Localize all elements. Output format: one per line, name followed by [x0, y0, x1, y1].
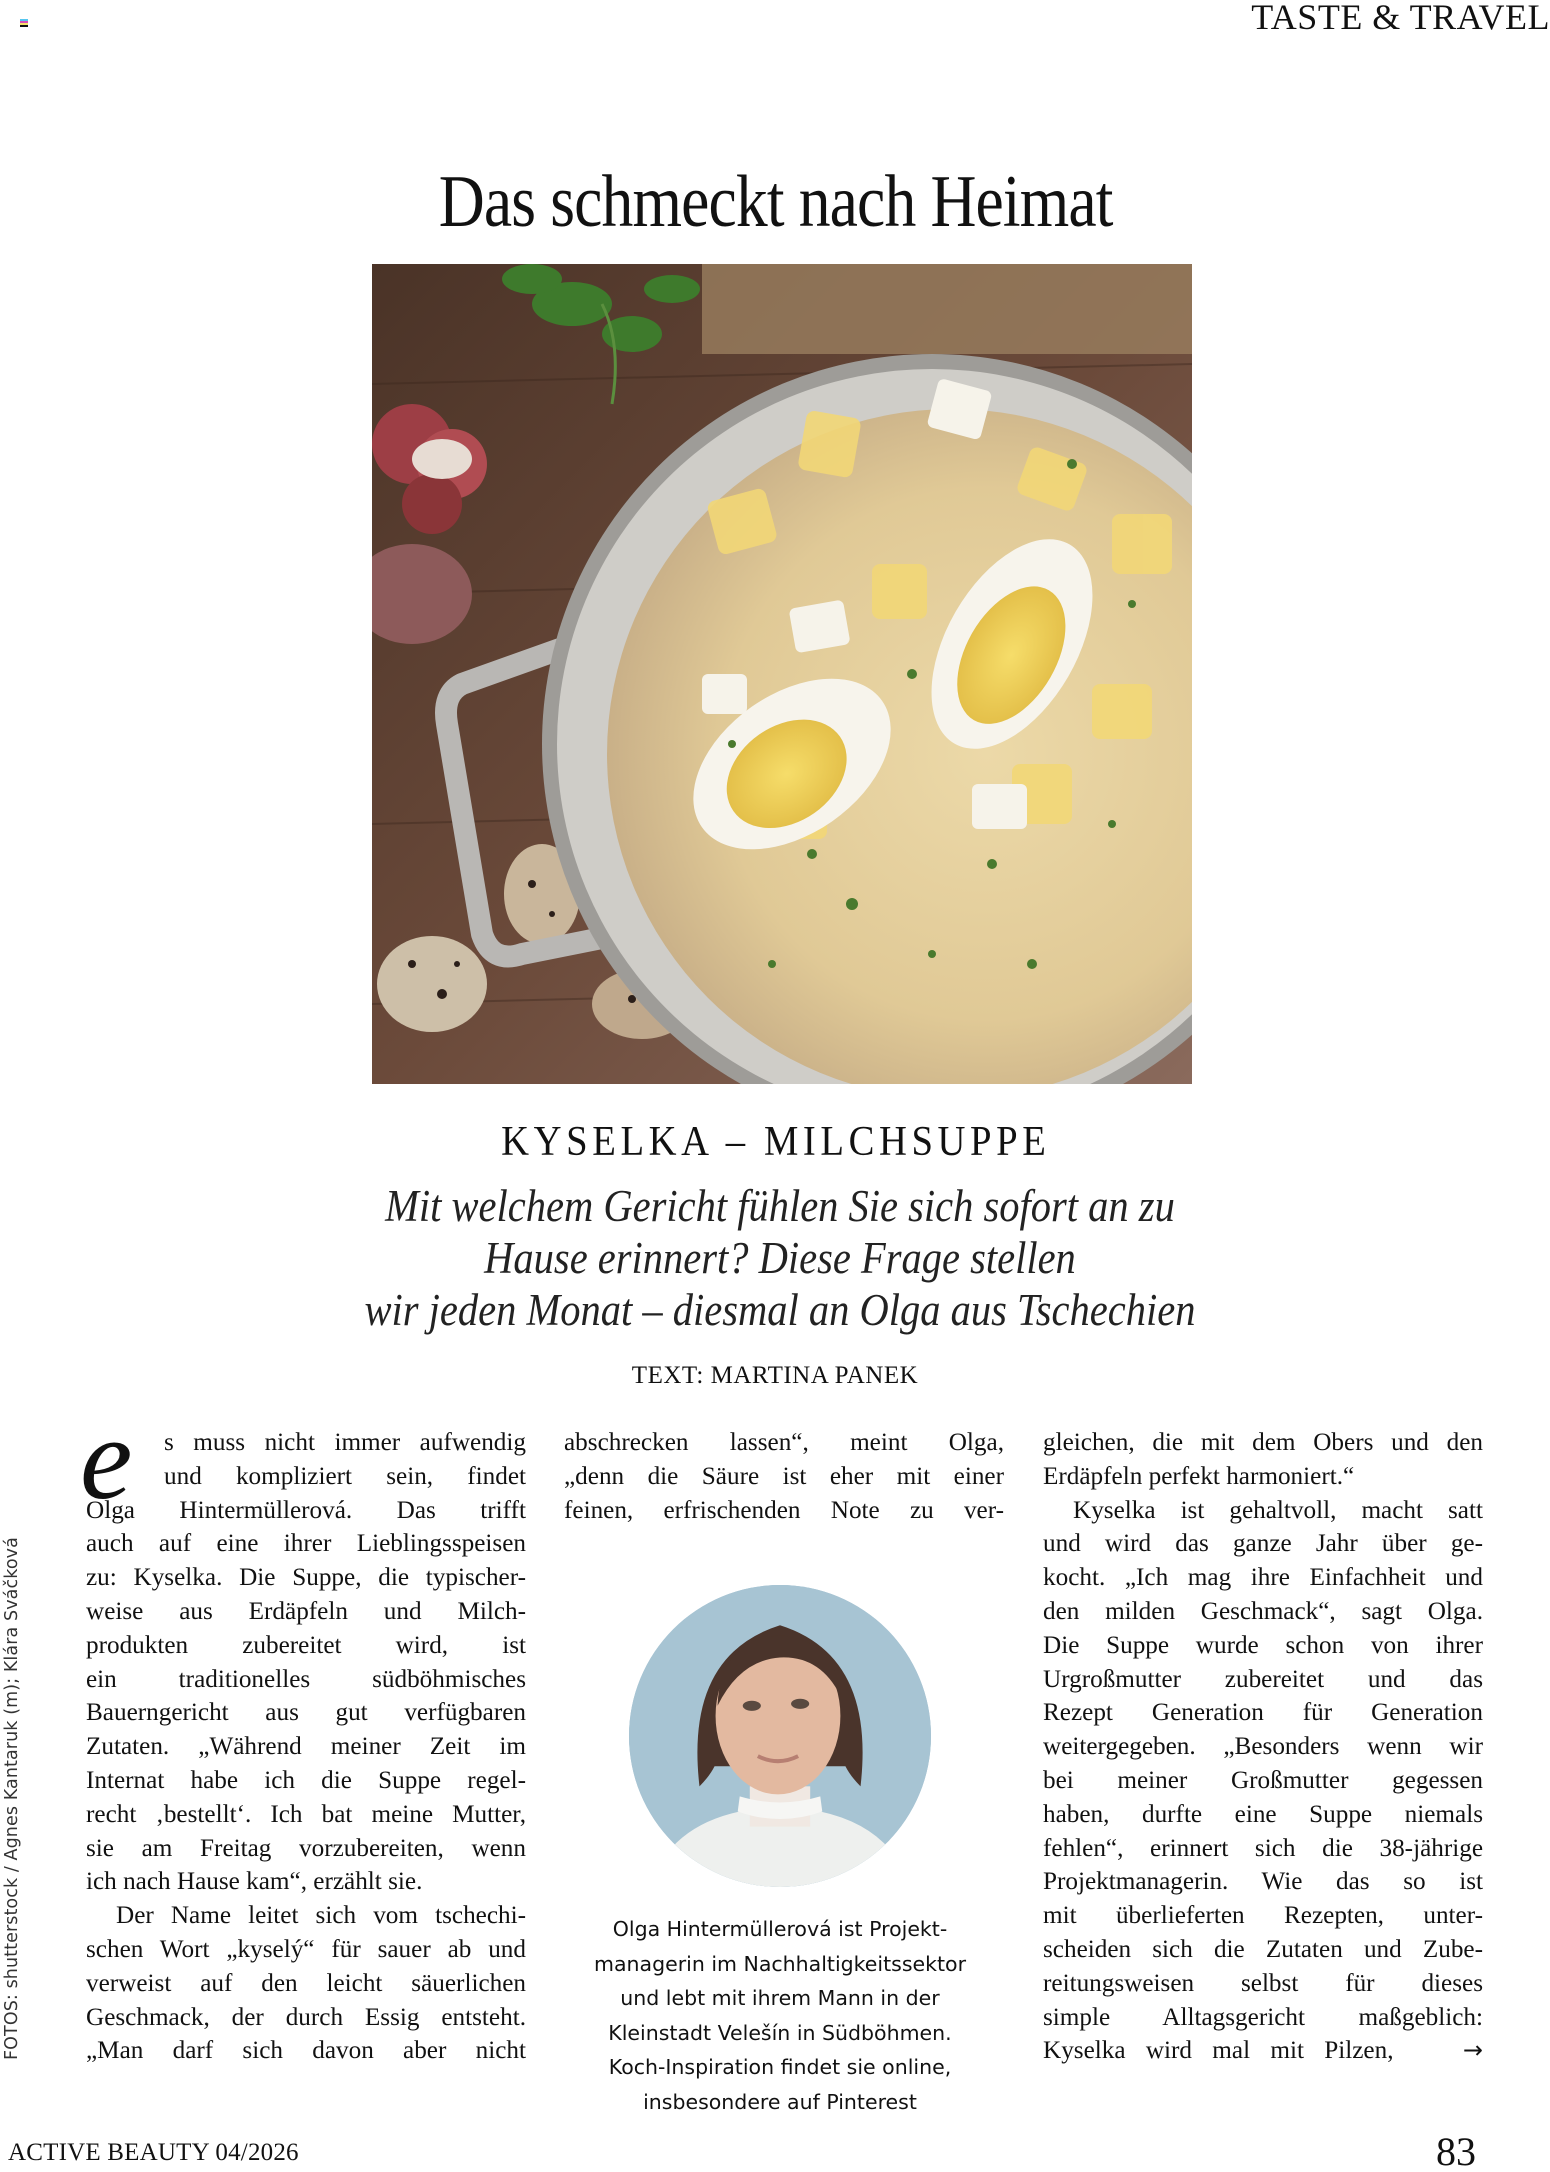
recipe-title: KYSELKA – MILCHSUPPE	[501, 1119, 1051, 1165]
portrait-caption	[560, 1912, 1000, 2119]
text-line: Der Name leitet sich vom tschechi-	[116, 1902, 526, 1930]
caption-line: und lebt mit ihrem Mann in der	[620, 1986, 940, 2010]
text-line: auch auf eine ihrer Lieblingsspeisen	[86, 1530, 526, 1558]
text-line-content: Kyselka wird mal mit Pilzen,	[1043, 2037, 1394, 2065]
text-line: abschrecken lassen“, meint Olga,	[564, 1429, 1004, 1456]
text-line: schen Wort „kyselý“ für sauer ab und	[86, 1935, 526, 1963]
text-line: mit überlieferten Rezepten, unter-	[1043, 1902, 1483, 1930]
text-line: den milden Geschmack“, sagt Olga.	[1043, 1597, 1483, 1625]
text-line: s muss nicht immer aufwendig	[164, 1429, 526, 1456]
caption-line: Olga Hintermüllerová ist Projekt-	[612, 1917, 948, 1941]
portrait-photo	[629, 1585, 931, 1887]
caption-line: Koch-Inspiration findet sie online,	[608, 2055, 952, 2079]
text-line: Zutaten. „Während meiner Zeit im	[86, 1733, 526, 1761]
caption-line: managerin im Nachhaltigkeitssektor	[593, 1951, 967, 1976]
text-line	[1043, 2034, 1483, 2068]
text-line: gleichen, die mit dem Obers und den	[1043, 1429, 1483, 1456]
text-line: „denn die Säure ist eher mit einer	[564, 1462, 1004, 1490]
text-line: Die Suppe wurde schon von ihrer	[1043, 1631, 1483, 1659]
text-line: simple Alltagsgericht maßgeblich:	[1043, 2003, 1483, 2031]
text-line: weise aus Erdäpfeln und Milch-	[86, 1597, 526, 1625]
text-line: Internat habe ich die Suppe regel-	[86, 1766, 526, 1794]
text-line: „Man darf sich davon aber nicht	[86, 2037, 526, 2065]
text-line: sie am Freitag vorzubereiten, wenn	[86, 1834, 526, 1862]
text-line: ich nach Hause kam“, erzählt sie.	[86, 1868, 423, 1896]
article-column-1	[86, 1426, 526, 2068]
text-line: produkten zubereitet wird, ist	[86, 1631, 526, 1659]
byline: TEXT: MARTINA PANEK	[631, 1362, 919, 1389]
intro-line: wir jeden Monat – diesmal an Olga aus Tschechien	[364, 1285, 1196, 1335]
print-registration-mark	[20, 19, 28, 28]
text-line: feinen, erfrischenden Note zu ver-	[564, 1496, 1004, 1524]
section-label: TASTE & TRAVEL	[1251, 0, 1550, 37]
text-line: Erdäpfeln perfekt harmoniert.“	[1043, 1462, 1355, 1490]
text-line: reitungsweisen selbst für dieses	[1043, 1969, 1483, 1997]
text-line: Projektmanagerin. Wie das so ist	[1043, 1868, 1483, 1896]
soup-pot-illustration	[372, 264, 1192, 1084]
text-line: und wird das ganze Jahr über ge-	[1043, 1530, 1483, 1558]
drop-cap: e	[80, 1393, 133, 1524]
text-line: Rezept Generation für Generation	[1043, 1699, 1483, 1727]
text-line: Kyselka ist gehaltvoll, macht satt	[1073, 1496, 1483, 1524]
text-line: Olga Hintermüllerová. Das trifft	[86, 1496, 526, 1524]
caption-line: insbesondere auf Pinterest	[643, 2089, 917, 2114]
text-line: Bauerngericht aus gut verfügbaren	[86, 1699, 526, 1727]
text-line: ein traditionelles südböhmisches	[86, 1665, 526, 1693]
page-number: 83	[1436, 2129, 1476, 2172]
text-line: haben, durfte eine Suppe niemals	[1043, 1800, 1483, 1828]
page-title: Das schmeckt nach Heimat	[438, 161, 1113, 243]
intro-line: Hause erinnert? Diese Frage stellen	[484, 1233, 1076, 1283]
text-line: fehlen“, erinnert sich die 38-jährige	[1043, 1834, 1483, 1862]
text-line: verweist auf den leicht säuerlichen	[86, 1969, 526, 1997]
text-line: scheiden sich die Zutaten und Zube-	[1043, 1935, 1483, 1963]
text-line: Urgroßmutter zubereitet und das	[1043, 1665, 1483, 1693]
text-line: recht ‚bestellt‘. Ich bat meine Mutter,	[86, 1800, 526, 1828]
portrait-illustration	[629, 1585, 931, 1887]
text-line: und kompliziert sein, findet	[164, 1462, 526, 1490]
caption-line: Kleinstadt Velešín in Südböhmen.	[608, 2020, 952, 2045]
text-line: weitergegeben. „Besonders wenn wir	[1043, 1733, 1483, 1761]
article-column-2	[564, 1426, 1004, 1527]
text-line: bei meiner Großmutter gegessen	[1043, 1766, 1483, 1794]
continue-arrow-icon: →	[1462, 2036, 1483, 2065]
reg-black	[20, 25, 28, 27]
photo-credit: FOTOS: shutterstock / Agnes Kantaruk (m); Klára Sváčková	[2, 1537, 22, 2060]
text-line: Geschmack, der durch Essig entsteht.	[86, 2003, 526, 2031]
hero-photo	[372, 264, 1192, 1084]
magazine-issue: ACTIVE BEAUTY 04/2026	[8, 2139, 299, 2166]
text-line: kocht. „Ich mag ihre Einfachheit und	[1043, 1564, 1483, 1592]
article-intro	[285, 1180, 1275, 1336]
intro-line: Mit welchem Gericht fühlen Sie sich sofort an zu	[385, 1181, 1175, 1231]
text-line: zu: Kyselka. Die Suppe, die typischer-	[86, 1564, 526, 1592]
article-column-3	[1043, 1426, 1483, 2068]
